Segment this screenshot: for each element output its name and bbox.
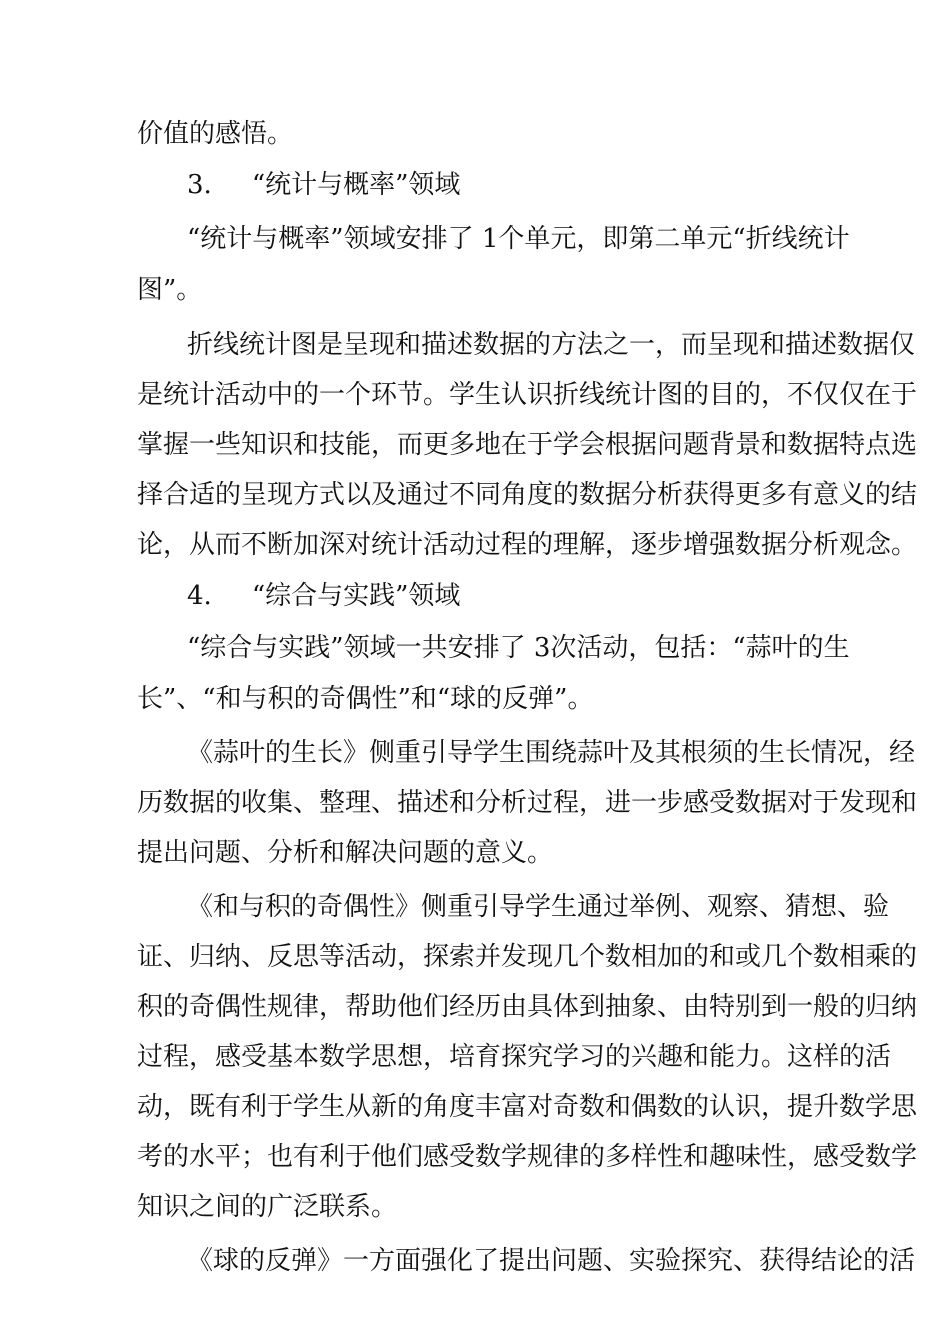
section-number: 3. (187, 170, 212, 200)
paragraph-line: 历数据的收集、整理、描述和分析过程，进一步感受数据对于发现和 (137, 788, 918, 818)
paragraph-line: “统计与概率”领域安排了 1个单元，即第二单元“折线统计 (187, 224, 850, 254)
section-number: 4. (187, 581, 212, 611)
paragraph-line: 价值的感悟。 (137, 119, 294, 149)
paragraph-line: 掌握一些知识和技能，而更多地在于学会根据问题背景和数据特点选 (137, 430, 918, 460)
paragraph-line: 积的奇偶性规律，帮助他们经历由具体到抽象、由特别到一般的归纳 (137, 992, 918, 1022)
section-heading-3 (0, 165, 950, 205)
paragraph-line: 论，从而不断加深对统计活动过程的理解，逐步增强数据分析观念。 (137, 530, 918, 560)
paragraph-line: 提出问题、分析和解决问题的意义。 (137, 838, 554, 868)
paragraph-line: 知识之间的广泛联系。 (137, 1192, 398, 1222)
paragraph-line: 折线统计图是呈现和描述数据的方法之一，而呈现和描述数据仅 (187, 330, 916, 360)
section-title: “统计与概率”领域 (251, 170, 461, 200)
paragraph-line: 动，既有利于学生从新的角度丰富对奇数和偶数的认识，提升数学思 (137, 1092, 918, 1122)
paragraph-line: 长”、“和与积的奇偶性”和“球的反弹”。 (137, 684, 594, 714)
paragraph-line: 图”。 (137, 275, 203, 305)
paragraph-line: 《和与积的奇偶性》侧重引导学生通过举例、观察、猜想、验 (187, 892, 890, 922)
section-title: “综合与实践”领域 (251, 581, 461, 611)
paragraph-line: 证、归纳、反思等活动，探索并发现几个数相加的和或几个数相乘的 (137, 942, 918, 972)
paragraph-line: 《球的反弹》一方面强化了提出问题、实验探究、获得结论的活 (187, 1246, 916, 1276)
paragraph-line: 《蒜叶的生长》侧重引导学生围绕蒜叶及其根须的生长情况，经 (187, 738, 916, 768)
paragraph-line: 过程，感受基本数学思想，培育探究学习的兴趣和能力。这样的活 (137, 1042, 892, 1072)
paragraph-line: “综合与实践”领域一共安排了 3次活动，包括：“蒜叶的生 (187, 633, 850, 663)
paragraph-line: 是统计活动中的一个环节。学生认识折线统计图的目的，不仅仅在于 (137, 380, 918, 410)
paragraph-line: 考的水平；也有利于他们感受数学规律的多样性和趣味性，感受数学 (137, 1142, 918, 1172)
paragraph-line: 择合适的呈现方式以及通过不同角度的数据分析获得更多有意义的结 (137, 480, 918, 510)
section-heading-4 (0, 576, 950, 616)
